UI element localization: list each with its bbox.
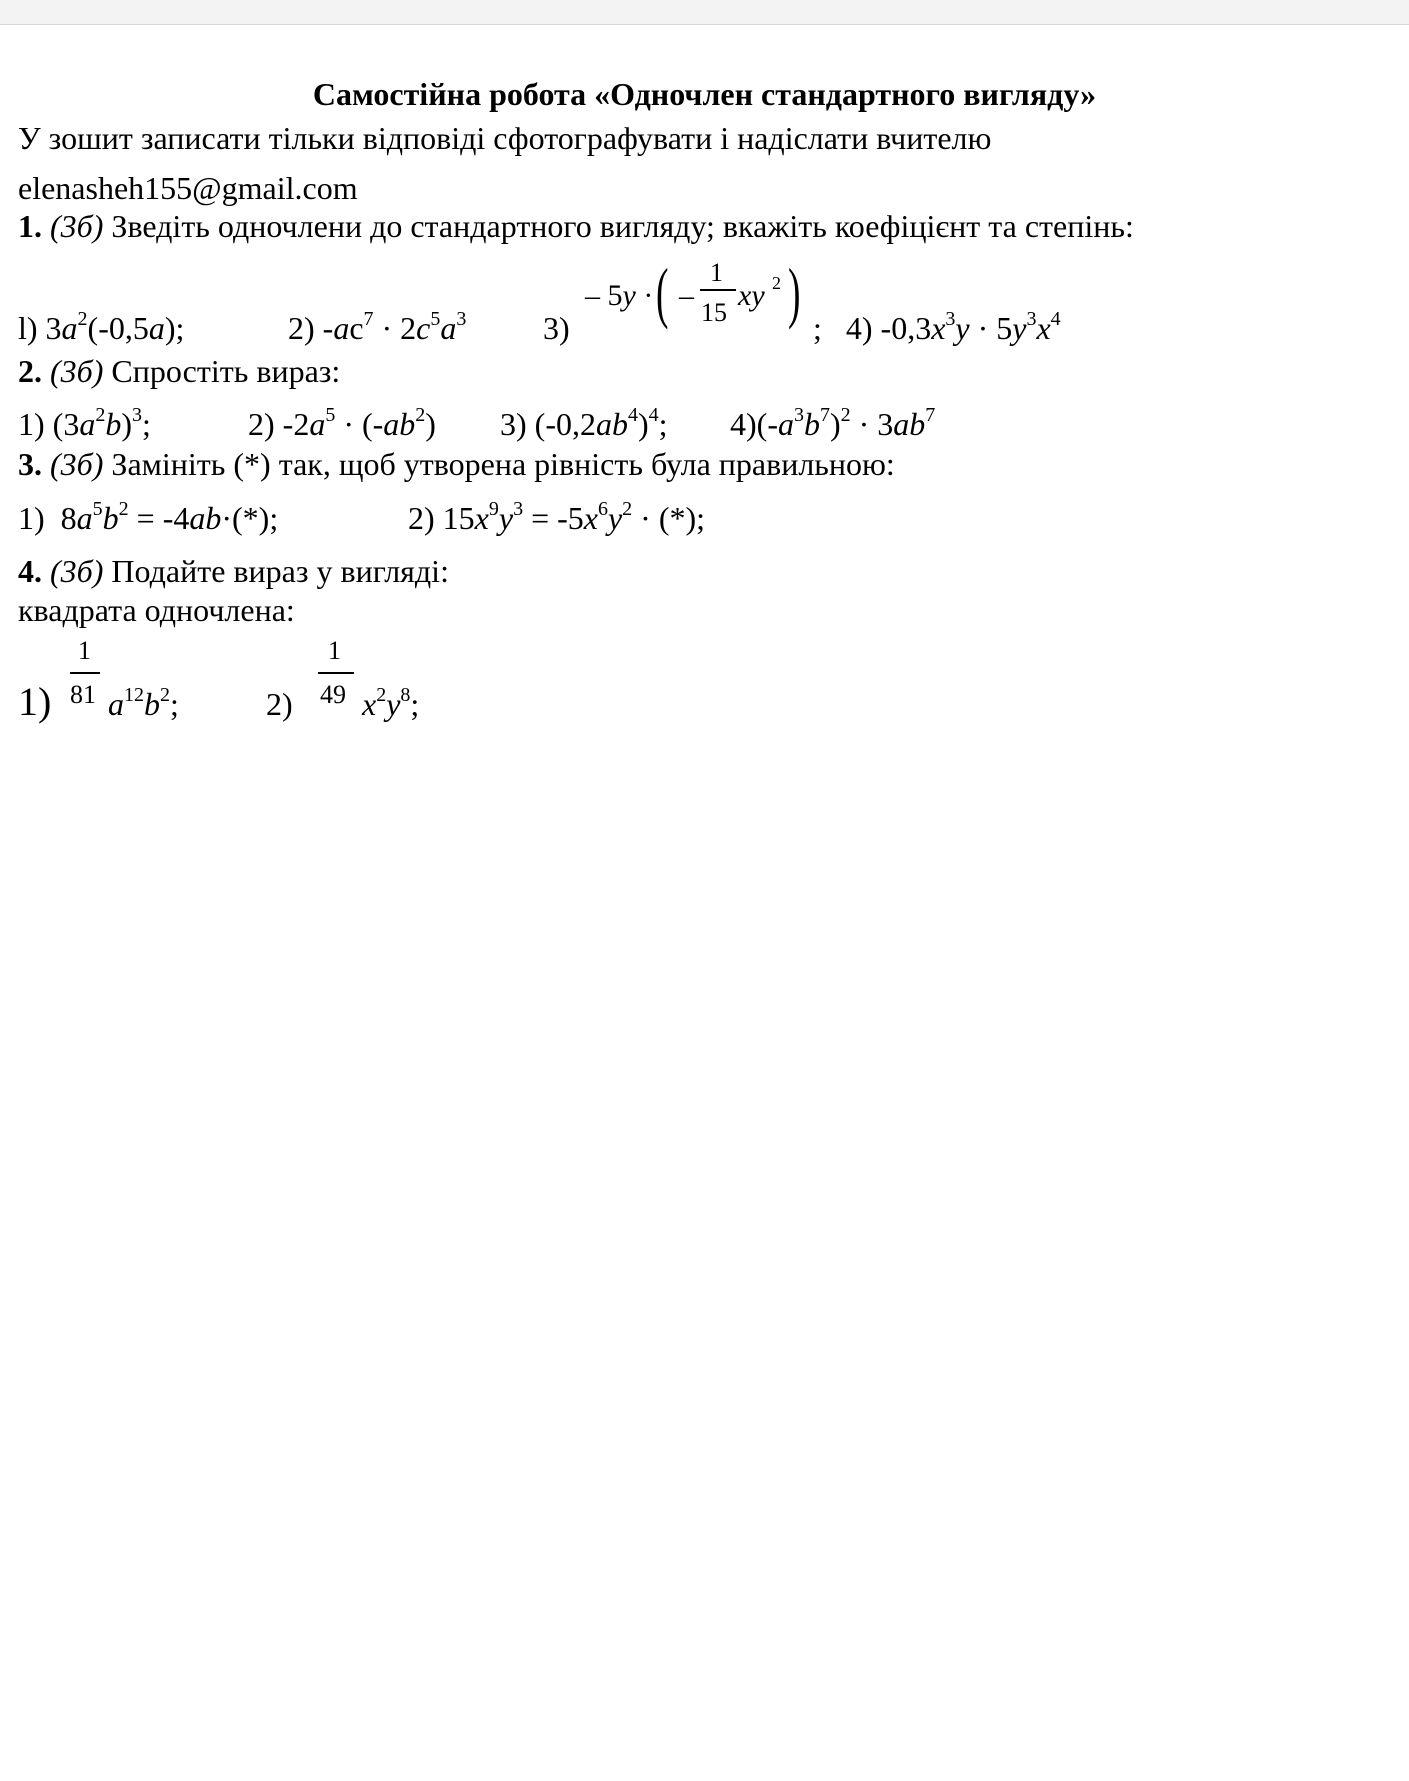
page-title: Самостійна робота «Одночлен стандартного вигляду» [312, 76, 1097, 112]
task-2-points: (3б) [50, 353, 104, 389]
task-3-item-2: 2) $15x^9y^3 = -5x^6y^2$ · (*); [408, 498, 706, 536]
task-4-number: 4. [18, 553, 42, 589]
instruction-text: У зошит записати тільки відповіді сфотографувати і надіслати вчителю [18, 120, 992, 156]
task-1-item-1: l) $3a^2(-0,5a)$; [18, 308, 185, 346]
task-1-item-2: 2) $-ac^7 \cdot 2c^5a^3$ [288, 308, 467, 346]
task-1-points: (3б) [50, 208, 104, 244]
task-2-item-4: $4)(-a^3b^7)^2 \cdot 3ab^7$ [730, 404, 936, 442]
task-2-item-3: 3) $(-0,2ab^4)^4$; [500, 404, 668, 442]
task-2-item-1: 1) $(3a^2b)^3$; [18, 404, 151, 442]
task-1-heading [18, 210, 1134, 242]
task-2-text: Спростіть вираз: [111, 353, 341, 389]
task-3-points: (3б) [50, 446, 104, 482]
viewer-top-bar [0, 0, 1409, 25]
task-4-text: Подайте вираз у вигляді: [111, 553, 449, 589]
task-1-text: Зведіть одночлени до стандартного вигляду; вкажіть коефіцієнт та степінь: [111, 208, 1134, 244]
task-3-number: 3. [18, 446, 42, 482]
task-4-subtext: квадрата одночлена: [18, 592, 295, 628]
teacher-email[interactable]: elenasheh155@gmail.com [18, 170, 358, 206]
task-3-text: Замініть (*) так, щоб утворена рівність була правильною: [111, 446, 895, 482]
task-1-number: 1. [18, 208, 42, 244]
task-1-item-3-label: 3) [543, 310, 570, 346]
task-3-item-1: 1) $8a^5b^2 = -4ab\cdot(*)$; [18, 498, 279, 536]
task-2-heading [18, 355, 340, 387]
task-4-points: (3б) [50, 553, 104, 589]
task-1-item-4: ; 4) $-0,3x^3y \cdot 5y^3x^4$ [813, 308, 1061, 346]
task-3-heading [18, 448, 895, 480]
task-2-number: 2. [18, 353, 42, 389]
task-4-heading [18, 555, 449, 587]
task-2-item-2: 2) $-2a^5 \cdot (-ab^2)$ [248, 404, 436, 442]
